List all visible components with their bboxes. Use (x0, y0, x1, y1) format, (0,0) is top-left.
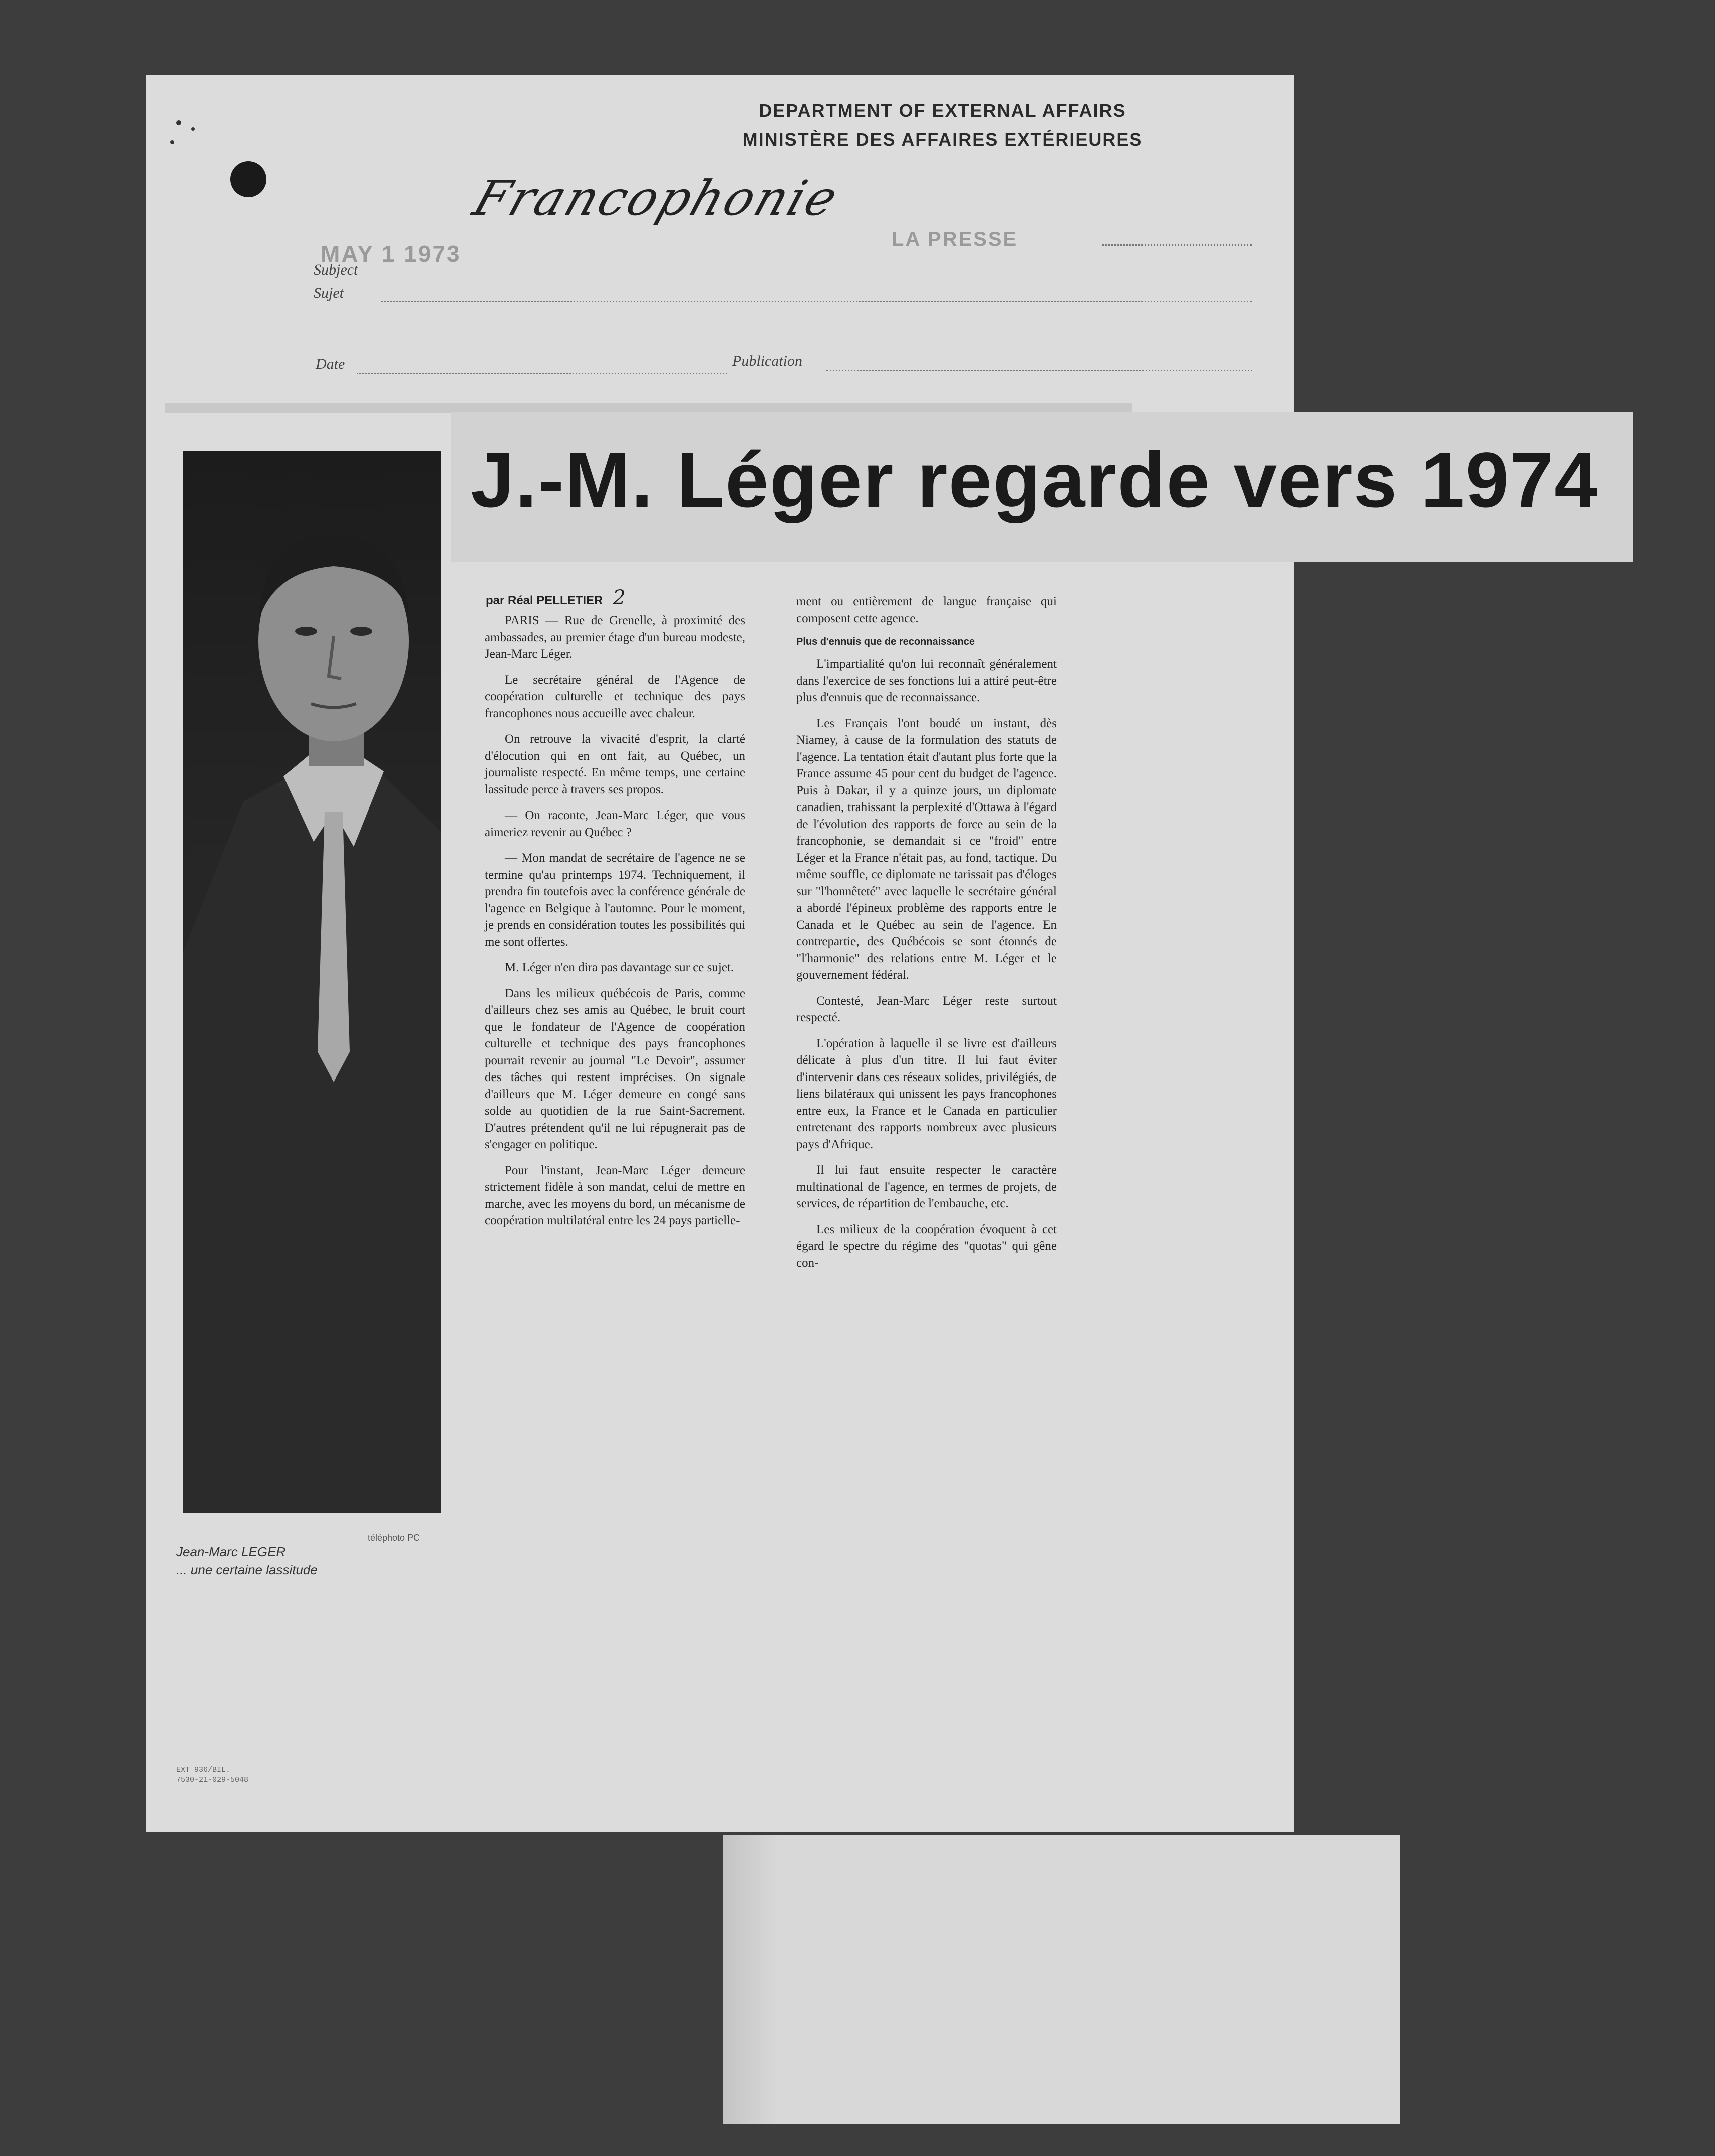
date-line (357, 373, 727, 374)
paragraph: Les Français l'ont boudé un instant, dès Niamey, à cause de la formulation des statuts de l'agence. La tentation était d'autant plus forte que la France assume 45 pour cent du budget de l'agence. Puis à Dakar, il y a quinze jours, un diplomate canadien, trahissant la perplexité d'Ottawa à l'égard de l'évolution des rapports de force au sein de la francophonie, se demandait si ce "froid" entre Léger et la France n'était pas, au fond, tactique. Du même souffle, ce diplomate ne tarissait pas d'éloges sur "l'honnêteté" avec laquelle le secrétaire général a abordé l'épineux problème des rapports entre le Canada et le Québec au sein de l'agence. En contrepartie, des Québécois se sont étonnés de "l'harmonie" des relations entre M. Léger et le gouvernement fédéral. (796, 716, 1057, 982)
portrait-illustration (183, 451, 441, 1513)
paragraph: PARIS — Rue de Grenelle, à proximité des ambassades, au premier étage d'un bureau modeste, Jean-Marc Léger. (485, 614, 745, 661)
date-stamp: MAY 1 1973 (321, 241, 461, 267)
photo-credit: téléphoto PC (368, 1533, 420, 1543)
portrait-photo (183, 451, 441, 1513)
subject-handwriting: Francophonie (466, 170, 846, 226)
article-subhead: Plus d'ennuis que de reconnaissance (796, 636, 975, 647)
caption-name: Jean-Marc LEGER (176, 1544, 286, 1559)
article-headline: J.-M. Léger regarde vers 1974 (471, 437, 1599, 524)
byline-text: par Réal PELLETIER (486, 594, 603, 607)
publication-stamp: LA PRESSE (892, 228, 1018, 250)
form-code-line: EXT 936/BIL. (176, 1766, 231, 1774)
paragraph: Il lui faut ensuite respecter le caractère multinational de l'agence, en termes de projets, de services, de répartition de l'embauche, etc. (796, 1163, 1057, 1210)
paragraph: — Mon mandat de secrétaire de l'agence ne se termine qu'au printemps 1974. Techniquement, il prendra fin toutefois avec la conférence générale de l'agence en Belgique à l'automne. Pour le moment, je prends en considération toutes les possibilités qui me sont offertes. (485, 851, 745, 949)
paragraph: M. Léger n'en dira pas davantage sur ce sujet. (505, 961, 734, 974)
publication-line (826, 370, 1252, 371)
paragraph: Contesté, Jean-Marc Léger reste surtout respecté. (796, 994, 1057, 1024)
subject-line (381, 301, 1252, 302)
article-column-1 (485, 612, 745, 1238)
byline (486, 586, 626, 609)
subject-label: Subject (314, 261, 358, 278)
paragraph: On retrouve la vivacité d'esprit, la clarté d'élocution qui en ont fait, au Québec, un journaliste respecté. En même temps, une certaine lassitude perce à travers ses propos. (485, 732, 745, 796)
byline-handwritten-mark: 2 (613, 586, 626, 609)
punch-hole (230, 161, 266, 197)
paragraph: Le secrétaire général de l'Agence de coopération culturelle et technique des pays francophones nous accueille avec chaleur. (485, 673, 745, 720)
form-code-line: 7530-21-029-5048 (176, 1776, 249, 1784)
date-label: Date (316, 356, 345, 372)
paragraph: Pour l'instant, Jean-Marc Léger demeure strictement fidèle à son mandat, celui de mettre en marche, avec les moyens du bord, un mécanisme de coopération multilatéral entre les 24 pays partielle- (485, 1163, 745, 1227)
paragraph: L'opération à laquelle il se livre est d'ailleurs délicate à plus d'un titre. Il lui faut éviter d'intervenir dans ces réseaux solides, privilégiés, de liens bilatéraux qui unissent les pays francophones entre eux, la France et le Canada en particulier entretenant des rapports nombreux avec plusieurs pays d'Afrique. (796, 1036, 1057, 1151)
paragraph: ment ou entièrement de langue française qui composent cette agence. (796, 595, 1057, 625)
sujet-label: Sujet (314, 285, 344, 301)
photo-caption (176, 1543, 318, 1579)
publication-label: Publication (732, 353, 802, 369)
department-heading-fr: MINISTÈRE DES AFFAIRES EXTÉRIEURES (742, 129, 1143, 150)
slip-fold-shadow (723, 1835, 778, 2124)
department-heading-en: DEPARTMENT OF EXTERNAL AFFAIRS (759, 100, 1126, 121)
paragraph: Dans les milieux québécois de Paris, comme d'ailleurs chez ses amis au Québec, le bruit court que le fondateur de l'Agence de coopération culturelle et technique des pays francophones pourrait revenir au journal "Le Devoir", assumer des tâches qui restent imprécises. On signale d'ailleurs que M. Léger demeure en congé sans solde au quotidien de la rue Saint-Sacrement. D'autres prétendent qu'il ne lui répugnerait pas de s'engager en politique. (485, 986, 745, 1151)
form-code (176, 1765, 248, 1785)
blank-paper-slip (723, 1835, 1400, 2124)
paragraph: L'impartialité qu'on lui reconnaît généralement dans l'exercice de ses fonctions lui a attiré peut-être plus d'ennuis que de reconnaissance. (796, 657, 1057, 704)
paragraph: Les milieux de la coopération évoquent à cet égard le spectre du régime des "quotas" qui gêne con- (796, 1222, 1057, 1270)
article-column-2 (796, 593, 1057, 1280)
caption-text: ... une certaine lassitude (176, 1562, 318, 1577)
top-right-line (1102, 244, 1252, 246)
paragraph: — On raconte, Jean-Marc Léger, que vous aimeriez revenir au Québec ? (485, 808, 745, 839)
